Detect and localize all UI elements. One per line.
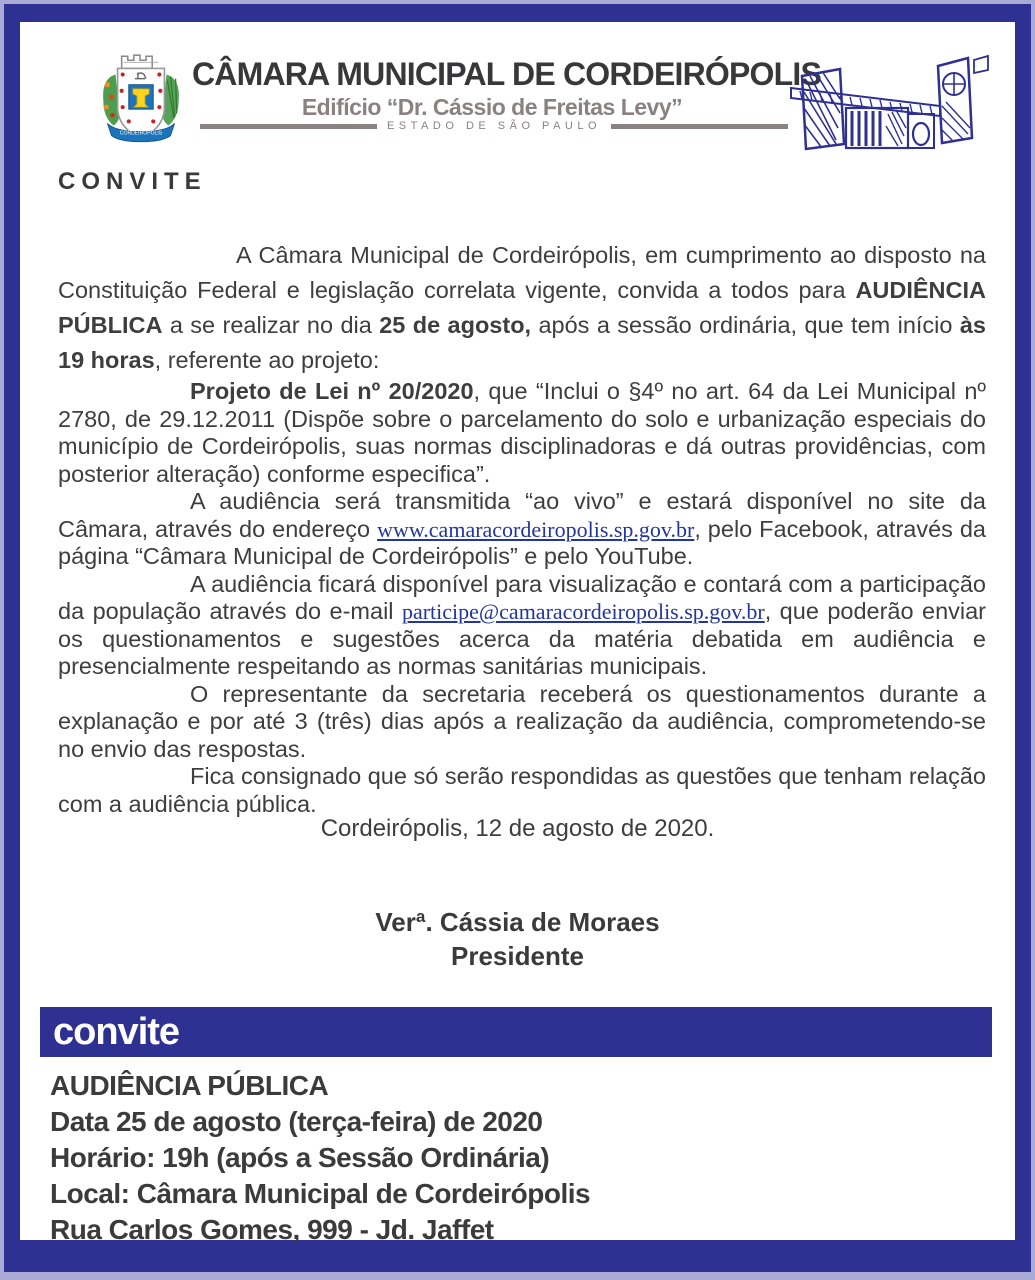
body-text: A Câmara Municipal de Cordeirópolis, em cumprimento ao disposto na Constituição Federal e legislação correlata vigente, convida a todos para — [58, 242, 986, 303]
convite-banner — [40, 1007, 992, 1057]
paragraph-5 — [58, 681, 986, 764]
bold-text: Projeto de Lei nº 20/2020 — [190, 378, 474, 404]
building-sketch-icon — [788, 46, 998, 154]
crest-ribbon-text: CORDEIRÓPOLIS — [119, 130, 163, 137]
body-text: após a sessão ordinária, que tem início — [531, 312, 960, 338]
body-text: O representante da secretaria receberá os questionamentos durante a explanação e por até 3 (três) dias após a realização da audiência, comprometendo-se no envio das respostas. — [58, 680, 986, 762]
site-link[interactable]: www.camaracordeiropolis.sp.gov.br — [377, 516, 695, 542]
date-line: Cordeirópolis, 12 de agosto de 2020. — [320, 815, 715, 842]
body-text: , que poderão enviar os questionamentos e sugestões acerca da matéria debatida em audiência e presencialmente respeitando as normas sanitárias municipais. — [58, 598, 986, 679]
bold-text: 25 de agosto, — [379, 312, 532, 338]
body-text: , pelo Facebook, através da página “Câmara Municipal de Cordeirópolis” e pelo YouTube. — [58, 515, 986, 569]
email-link[interactable]: participe@camaracordeiropolis.sp.gov.br — [401, 599, 765, 624]
document-body — [58, 238, 986, 818]
paragraph-4 — [58, 571, 986, 681]
body-text: , que “Inclui o §4º no art. 64 da Lei Municipal nº 2780, de 29.12.2011 (Dispõe sobre o parcelamento do solo e urbanização especiais do município de Cordeirópolis, suas normas disciplinadoras e dá outras providências, com posterior alteração) conforme especifica”. — [58, 378, 986, 487]
body-text: , referente ao projeto: — [154, 347, 380, 373]
body-text: Fica consignado que só serão respondidas as questões que tenham relação com a audiência pública. — [58, 763, 986, 817]
bold-text: AUDIÊNCIA PÚBLICA — [58, 277, 986, 338]
signature-name: Verª. Cássia de Moraes — [375, 907, 660, 937]
paragraph-3 — [58, 488, 986, 571]
state-label: ESTADO DE SÃO PAULO — [386, 120, 602, 132]
rule-left — [200, 124, 377, 129]
body-text: a se realizar no dia — [162, 312, 380, 338]
event-details — [50, 1068, 990, 1248]
detail-endereco: Rua Carlos Gomes, 999 - Jd. Jaffet — [50, 1214, 494, 1245]
signature-block — [0, 905, 1035, 973]
paragraph-6 — [58, 763, 986, 818]
detail-data: Data 25 de agosto (terça-feira) de 2020 — [50, 1106, 543, 1137]
detail-local: Local: Câmara Municipal de Cordeirópolis — [50, 1178, 591, 1209]
municipal-coat-of-arms-icon — [85, 44, 197, 156]
header-state-line — [200, 120, 788, 132]
document-heading: CONVITE — [58, 168, 207, 195]
paragraph-2 — [58, 378, 986, 488]
header-title: CÂMARA MUNICIPAL DE CORDEIRÓPOLIS — [192, 56, 822, 92]
detail-horario: Horário: 19h (após a Sessão Ordinária) — [50, 1142, 550, 1173]
paragraph-1 — [58, 238, 986, 378]
header-subtitle: Edifício “Dr. Cássio de Freitas Levy” — [301, 94, 683, 120]
rule-right — [611, 124, 788, 129]
convite-banner-label: convite — [53, 1011, 180, 1053]
bold-text: às 19 horas — [58, 312, 986, 373]
body-text: A audiência será transmitida “ao vivo” e estará disponível no site da Câmara, através do endereço — [58, 488, 986, 542]
detail-audiencia: AUDIÊNCIA PÚBLICA — [50, 1070, 329, 1101]
body-text: A audiência ficará disponível para visualização e contará com a participação da população através do e-mail — [58, 570, 986, 624]
signature-role: Presidente — [451, 941, 584, 971]
